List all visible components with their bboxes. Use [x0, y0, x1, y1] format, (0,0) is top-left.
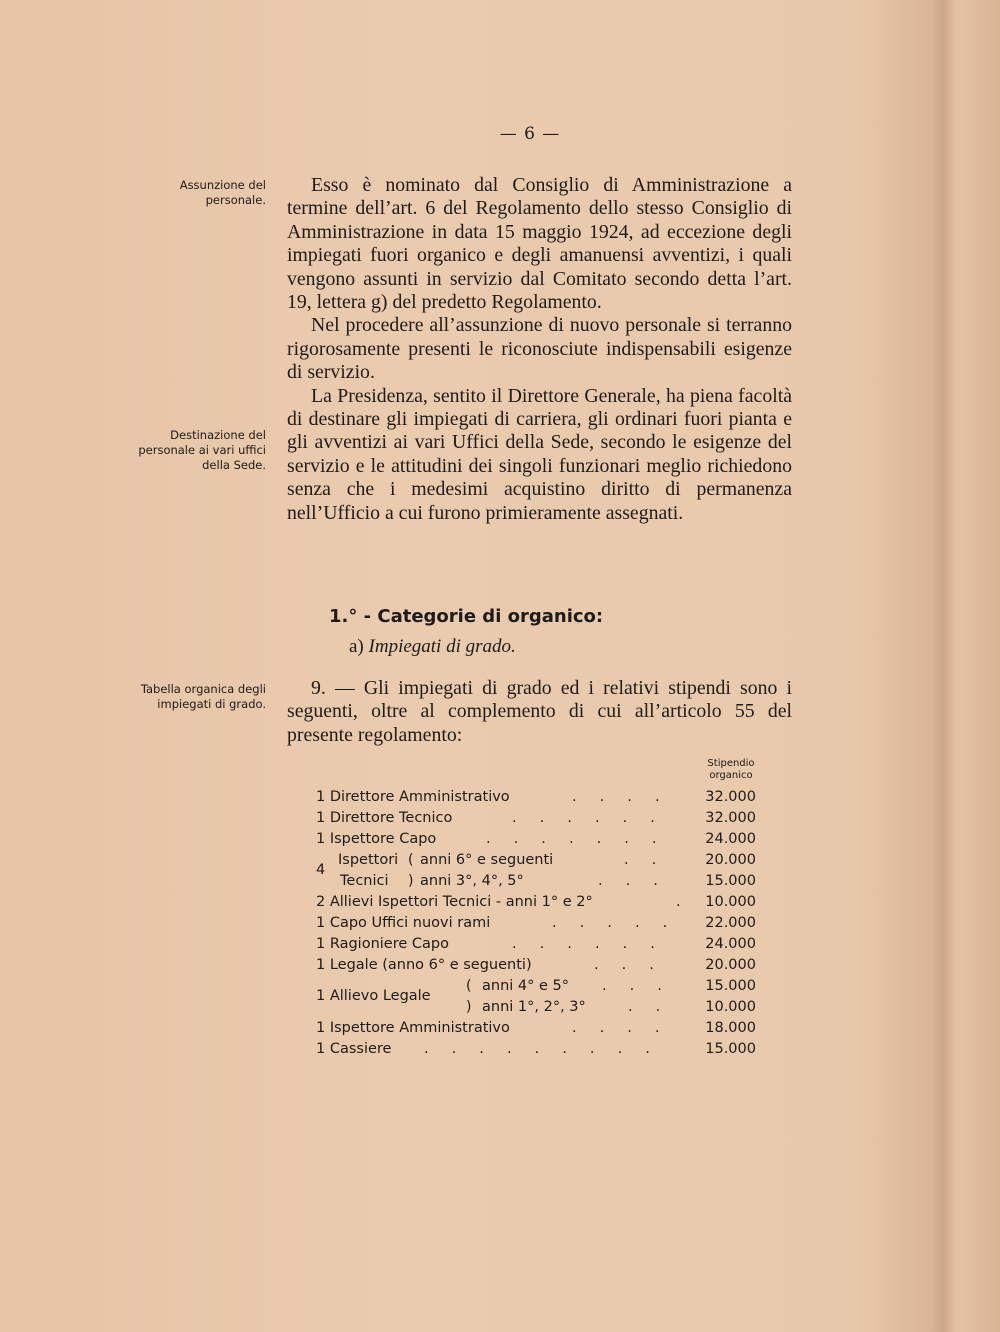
paragraph-block-1 [287, 174, 792, 525]
leader-dots: . . [624, 852, 657, 868]
leader-dots: . . [628, 999, 661, 1015]
margin-note-destinazione: Destinazione del personale ai vari uffici della Sede. [138, 428, 266, 472]
brace-bottom: ) [466, 999, 472, 1015]
row-amount: 24.000 [705, 831, 756, 847]
subsection-title: Impiegati di grado. [368, 636, 516, 657]
table-row [316, 808, 756, 829]
row-amount-a: 20.000 [705, 852, 756, 868]
row-label: 1 Cassiere [316, 1041, 392, 1057]
row-label: 1 Legale (anno 6° e seguenti) [316, 957, 532, 973]
margin-note-assunzione: Assunzione del personale. [179, 178, 266, 207]
leader-dots: . . . . . . . [486, 831, 657, 847]
table-row [316, 1039, 756, 1060]
subsection-heading [349, 636, 516, 658]
row-label-a: Ispettori [338, 852, 399, 868]
row-label: 1 Ragioniere Capo [316, 936, 449, 952]
paragraph-article-9: 9. — Gli impiegati di grado ed i relativi stipendi sono i seguenti, oltre al complemento di cui all’articolo 55 del presente regolamento: [287, 677, 792, 746]
paragraph-appointment: Esso è nominato dal Consiglio di Amministrazione a termine dell’art. 6 del Regolamento dello stesso Consiglio di Amministrazione in data 15 maggio 1924, ad eccezione degli impiegati fuori organico e degli amanuensi avventizi, i quali vengono assunti in servizio dal Comitato secondo detta l’art. 19, lettera g) del predetto Regolamento. [287, 174, 792, 314]
table-row [316, 1018, 756, 1039]
section-heading: 1.° - Categorie di organico: [329, 606, 604, 627]
brace-top: ( [408, 852, 414, 868]
leader-dots: . . . [602, 978, 662, 994]
row-label: 1 Ispettore Capo [316, 831, 437, 847]
row-amount: 18.000 [705, 1020, 756, 1036]
row-label: 1 Capo Uffici nuovi rami [316, 915, 491, 931]
subsection-prefix: a) [349, 636, 364, 657]
table-row [316, 934, 756, 955]
margin-note-tabella: Tabella organica degli impiegati di grado. [140, 682, 266, 711]
leader-dots: . . . [594, 957, 654, 973]
table-row-allievo-legale [316, 976, 756, 1018]
row-label: 1 Ispettore Amministrativo [316, 1020, 510, 1036]
leader-dots: . . . . . . [512, 936, 655, 952]
leader-dots: . . . . . . [512, 810, 655, 826]
brace-top: ( [466, 978, 472, 994]
table-row [316, 955, 756, 976]
paragraph-block-2 [287, 677, 792, 747]
row-amount-b: 10.000 [705, 999, 756, 1015]
row-label: 1 Direttore Tecnico [316, 810, 453, 826]
row-sub-a: anni 6° e seguenti [420, 852, 554, 868]
row-amount: 20.000 [705, 957, 756, 973]
leader-dots: . . . [598, 873, 658, 889]
paragraph-hiring: Nel procedere all’assunzione di nuovo personale si terranno rigorosamente presenti le riconosciute indispensabili esigenze di servizio. [287, 314, 792, 384]
row-amount-a: 15.000 [705, 978, 756, 994]
page-number: — 6 — [499, 124, 561, 144]
leader-dots: . [676, 894, 681, 910]
brace-bottom: ) [408, 873, 414, 889]
row-count: 4 [316, 862, 326, 878]
row-amount: 24.000 [705, 936, 756, 952]
table-row [316, 829, 756, 850]
table-row [316, 892, 756, 913]
row-label-b: Tecnici [340, 873, 389, 889]
row-label: 2 Allievi Ispettori Tecnici - anni 1° e 2° [316, 894, 593, 910]
row-label: 1 Direttore Amministrativo [316, 789, 510, 805]
leader-dots: . . . . [572, 1020, 660, 1036]
table-row [316, 913, 756, 934]
leader-dots: . . . . . . . . . [424, 1041, 650, 1057]
row-amount: 32.000 [705, 789, 756, 805]
row-sub-a: anni 4° e 5° [482, 978, 569, 994]
table-header-stipendio: Stipendio organico [707, 758, 755, 781]
leader-dots: . . . . [572, 789, 660, 805]
row-amount: 22.000 [705, 915, 756, 931]
row-amount: 32.000 [705, 810, 756, 826]
row-amount: 10.000 [705, 894, 756, 910]
row-label: 1 Allievo Legale [316, 988, 431, 1004]
table-row-ispettori [316, 850, 756, 892]
leader-dots: . . . . . [552, 915, 668, 931]
table-row [316, 787, 756, 808]
row-sub-b: anni 3°, 4°, 5° [420, 873, 524, 889]
paragraph-assignment: La Presidenza, sentito il Direttore Generale, ha piena facoltà di destinare gli impiegati di carriera, gli ordinari fuori pianta e gli avventizi ai vari Uffici della Sede, secondo le esigenze del servizio e le attitudini dei singoli funzionari meglio richiedono senza che i medesimi acquistino diritto di permanenza nell’Ufficio a cui furono primieramente assegnati. [287, 384, 792, 524]
row-sub-b: anni 1°, 2°, 3° [482, 999, 586, 1015]
row-amount-b: 15.000 [705, 873, 756, 889]
row-amount: 15.000 [705, 1041, 756, 1057]
page-fold-shadow [930, 0, 956, 1332]
